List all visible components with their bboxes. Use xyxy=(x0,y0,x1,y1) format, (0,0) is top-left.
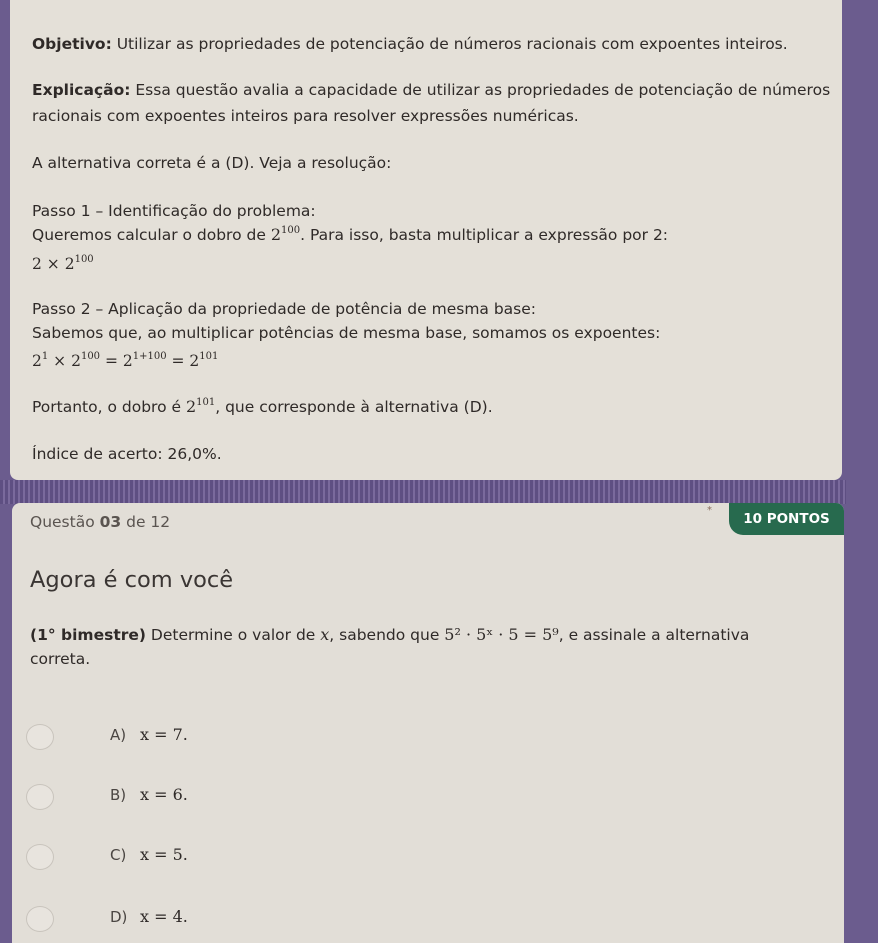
conclusion-base: 2 xyxy=(185,397,197,416)
step2-expression xyxy=(32,351,218,371)
conclusion-a: Portanto, o dobro é xyxy=(32,398,186,416)
explanation-text-1: Essa questão avalia a capacidade de utilizar as propriedades de potenciação de números xyxy=(130,81,831,99)
option-d-label: D) xyxy=(110,908,128,926)
objective-label: Objetivo: xyxy=(32,35,112,53)
step1-expr-exp: 100 xyxy=(74,254,94,265)
stem-equation: 5² · 5ˣ · 5 = 5⁹ xyxy=(444,625,559,644)
option-d-text: x = 4. xyxy=(140,907,188,926)
option-d[interactable] xyxy=(26,901,326,935)
conclusion-power xyxy=(186,397,215,416)
accuracy-index: Índice de acerto: 26,0%. xyxy=(32,445,222,463)
background-edge xyxy=(846,0,878,931)
stem-a: Determine o valor de xyxy=(145,626,321,644)
feedback-panel xyxy=(10,0,842,480)
step2-text: Sabemos que, ao multiplicar potências de mesma base, somamos os expoentes: xyxy=(32,324,661,342)
conclusion-b: , que corresponde à alternativa (D). xyxy=(215,398,493,416)
question-counter xyxy=(30,513,170,531)
counter-suffix: de 12 xyxy=(121,513,171,531)
stem-c: , e assinale a alternativa xyxy=(558,626,750,644)
stem-bimester: (1° bimestre) xyxy=(30,626,146,644)
explanation-label: Explicação: xyxy=(32,81,131,99)
question-card xyxy=(12,503,844,943)
step2-e3: 1+100 xyxy=(132,351,167,362)
stem-variable: x xyxy=(320,625,330,644)
step2-eq2: = 2 xyxy=(166,352,200,370)
stem-b: , sabendo que xyxy=(329,626,445,644)
option-b-text: x = 6. xyxy=(140,785,188,804)
explanation-line-2: racionais com expoentes inteiros para resolver expressões numéricas. xyxy=(32,107,579,125)
objective xyxy=(32,34,788,54)
radio-d[interactable] xyxy=(26,906,54,932)
step2-e2: 100 xyxy=(80,351,101,362)
radio-a[interactable] xyxy=(26,724,54,750)
step1-base: 2 xyxy=(270,225,281,244)
conclusion-exp: 101 xyxy=(196,397,216,408)
option-a[interactable] xyxy=(26,719,326,753)
option-c-text: x = 5. xyxy=(140,845,188,864)
step2-mid: × 2 xyxy=(48,352,81,370)
radio-b[interactable] xyxy=(26,784,54,810)
step2-eq1: = 2 xyxy=(100,352,133,370)
panel-divider xyxy=(0,480,878,504)
required-asterisk: * xyxy=(707,505,712,516)
option-b-label: B) xyxy=(110,786,127,804)
points-badge: 10 PONTOS xyxy=(729,503,844,535)
step1-text-a: Queremos calcular o dobro de xyxy=(32,226,271,244)
stem-d: correta. xyxy=(30,650,91,668)
step1-text-b: . Para isso, basta multiplicar a expressão por 2: xyxy=(300,226,669,244)
explanation xyxy=(32,80,830,100)
correct-answer: A alternativa correta é a (D). Veja a resolução: xyxy=(32,154,392,172)
option-a-text: x = 7. xyxy=(140,725,188,744)
step1-expression xyxy=(32,254,94,274)
conclusion xyxy=(32,397,493,417)
option-a-label: A) xyxy=(110,726,127,744)
objective-text: Utilizar as propriedades de potenciação de números racionais com expoentes inteiros. xyxy=(111,35,788,53)
step1-title: Passo 1 – Identificação do problema: xyxy=(32,202,316,220)
radio-c[interactable] xyxy=(26,844,54,870)
step2-b1: 2 xyxy=(32,352,42,370)
option-c-label: C) xyxy=(110,846,127,864)
counter-current: 03 xyxy=(99,513,122,531)
question-title: Agora é com você xyxy=(30,567,234,593)
step2-e1: 1 xyxy=(41,351,49,362)
counter-prefix: Questão xyxy=(30,513,100,531)
question-stem xyxy=(30,623,820,671)
step1-expr-a: 2 × 2 xyxy=(32,255,75,273)
step1-power xyxy=(271,225,300,244)
step2-e4: 101 xyxy=(199,351,219,362)
option-c[interactable] xyxy=(26,839,326,873)
step2-title: Passo 2 – Aplicação da propriedade de potência de mesma base: xyxy=(32,300,537,318)
option-b[interactable] xyxy=(26,779,326,813)
step1-text xyxy=(32,225,668,245)
step1-exponent: 100 xyxy=(281,225,301,236)
